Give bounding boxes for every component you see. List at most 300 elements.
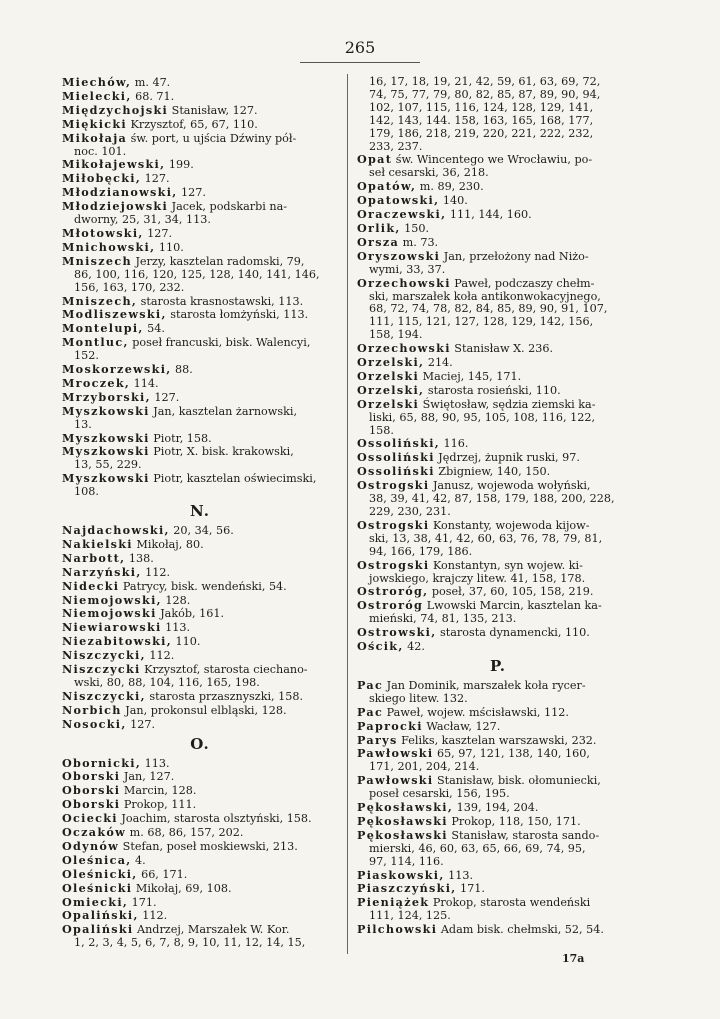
entry-details: Jan, kasztelan żarnowski, bbox=[149, 404, 298, 418]
entry-name: Nakielski bbox=[62, 536, 133, 551]
entry-details: starosta przasznyszki, 158. bbox=[145, 689, 304, 703]
index-entry-continuation: 13. bbox=[74, 417, 92, 431]
index-entry bbox=[357, 801, 639, 815]
index-entry bbox=[357, 479, 639, 493]
entry-details: 20, 34, 56. bbox=[169, 524, 234, 537]
index-entry bbox=[62, 566, 338, 580]
entry-name: Myszkowski bbox=[62, 430, 150, 445]
index-entry bbox=[62, 336, 338, 350]
entry-name: Młodzianowski, bbox=[62, 185, 178, 200]
entry-details: Piotr, X. bisk. krakowski, bbox=[149, 445, 294, 459]
entry-details: poseł, 37, 60, 105, 158, 219. bbox=[428, 585, 594, 599]
entry-details: 150. bbox=[400, 221, 430, 235]
entry-name: Opaliński, bbox=[62, 908, 139, 923]
index-entry bbox=[62, 757, 338, 771]
entry-name: Pękosławski bbox=[357, 827, 448, 842]
entry-name: Ostrogski bbox=[357, 557, 430, 572]
index-entry bbox=[62, 882, 338, 896]
entry-details: 110. bbox=[155, 240, 184, 254]
index-entry bbox=[62, 868, 338, 882]
page-number: 265 bbox=[344, 38, 376, 57]
index-entry bbox=[357, 398, 639, 412]
entry-details: 139, 194, 204. bbox=[453, 801, 539, 815]
index-entry bbox=[357, 208, 639, 222]
index-entry bbox=[62, 854, 338, 868]
entry-name: Niewiarowski bbox=[62, 620, 162, 635]
entry-details: św. Wincentego we Wrocławiu, po- bbox=[392, 153, 593, 167]
entry-details: poseł francuski, bisk. Walencyi, bbox=[128, 336, 311, 350]
entry-name: Niszczycki bbox=[62, 662, 141, 677]
entry-details: 113. bbox=[444, 868, 474, 882]
entry-details: Jakób, 161. bbox=[156, 607, 225, 621]
entry-details: Świętosław, sędzia ziemski ka- bbox=[419, 397, 596, 411]
index-entry-continuation: 179, 186, 218, 219, 220, 221, 222, 232, bbox=[369, 126, 594, 140]
entry-name: Niemojowski bbox=[62, 606, 157, 621]
entry-name: Ossoliński bbox=[357, 450, 435, 465]
entry-details: 112. bbox=[138, 909, 168, 923]
entry-name: Mielecki, bbox=[62, 88, 132, 103]
index-entry-continuation: liski, 65, 88, 90, 95, 105, 108, 116, 122, bbox=[369, 410, 596, 424]
index-entry-continuation: mieński, 74, 81, 135, 213. bbox=[369, 612, 517, 626]
printer-signature: 17a bbox=[562, 952, 585, 965]
entry-name: Oborski bbox=[62, 797, 121, 812]
entry-name: Odynów bbox=[62, 838, 120, 853]
entry-details: 111, 144, 160. bbox=[446, 208, 532, 222]
entry-details: Stefan, poseł moskiewski, 213. bbox=[119, 839, 298, 853]
index-entry bbox=[357, 559, 639, 573]
index-entry bbox=[357, 640, 639, 654]
index-entry bbox=[62, 227, 338, 241]
index-entry bbox=[62, 538, 338, 552]
index-entry bbox=[357, 626, 639, 640]
entry-details: 113. bbox=[161, 621, 191, 635]
index-entry bbox=[62, 295, 338, 309]
entry-name: Pac bbox=[357, 704, 384, 719]
entry-name: Piaskowski, bbox=[357, 867, 445, 882]
index-entry-continuation: 102, 107, 115, 116, 124, 128, 129, 141, bbox=[369, 100, 594, 114]
entry-details: św. port, u ujścia Dźwiny pół- bbox=[127, 131, 297, 145]
index-entry bbox=[62, 580, 338, 594]
index-entry bbox=[62, 322, 338, 336]
index-entry-continuation: 156, 163, 170, 232. bbox=[74, 280, 185, 294]
index-entry bbox=[357, 923, 639, 937]
entry-name: Opatów, bbox=[357, 179, 417, 194]
entry-name: Myszkowski bbox=[62, 444, 150, 459]
entry-details: Feliks, kasztelan warszawski, 232. bbox=[397, 733, 597, 747]
entry-name: Parys bbox=[357, 732, 398, 747]
entry-name: Najdachowski, bbox=[62, 523, 170, 537]
index-entry bbox=[62, 186, 338, 200]
entry-details: 171. bbox=[128, 895, 157, 909]
index-entry-continuation: noc. 101. bbox=[74, 144, 127, 158]
index-entry bbox=[62, 552, 338, 566]
entry-details: Paweł, podczaszy chełm- bbox=[450, 276, 595, 290]
entry-name: Piaszczyński, bbox=[357, 881, 457, 896]
entry-details: 112. bbox=[141, 565, 171, 579]
index-entry bbox=[357, 519, 639, 533]
index-entry-continuation: 111, 124, 125. bbox=[369, 909, 451, 923]
entry-details: m. 89, 230. bbox=[416, 180, 484, 194]
index-entry bbox=[357, 815, 639, 829]
entry-name: Orzechowski bbox=[357, 275, 451, 290]
index-entry-continuation: 158, 194. bbox=[369, 328, 423, 342]
entry-name: Ostrowski, bbox=[357, 625, 437, 640]
index-entry-continuation: 142, 143, 144. 158, 163, 165, 168, 177, bbox=[369, 113, 594, 127]
entry-name: Mrzyborski, bbox=[62, 389, 151, 404]
entry-details: 138. bbox=[125, 551, 154, 565]
entry-details: Stanisław, bisk. ołomuniecki, bbox=[433, 774, 601, 788]
entry-details: m. 47. bbox=[131, 76, 171, 89]
column-divider bbox=[347, 74, 348, 954]
index-entry bbox=[62, 812, 338, 826]
index-entry bbox=[62, 524, 338, 538]
entry-details: Jan Dominik, marszałek koła rycer- bbox=[383, 678, 586, 692]
entry-name: Pawłowski bbox=[357, 773, 434, 788]
index-entry bbox=[357, 706, 639, 720]
entry-details: Jan, 127. bbox=[120, 770, 175, 784]
entry-details: Piotr, 158. bbox=[149, 431, 212, 445]
entry-details: Jędrzej, żupnik ruski, 97. bbox=[434, 451, 580, 465]
index-column-left bbox=[62, 76, 338, 950]
index-entry-continuation: 158. bbox=[369, 423, 394, 437]
entry-name: Niszczycki, bbox=[62, 688, 146, 703]
index-entry bbox=[357, 222, 639, 236]
entry-details: 54. bbox=[143, 322, 165, 336]
entry-name: Oleśnicki bbox=[62, 880, 133, 895]
entry-details: Jan, przełożony nad Niżo- bbox=[440, 249, 589, 263]
entry-details: Prokop, 118, 150, 171. bbox=[447, 814, 581, 828]
index-entry bbox=[62, 594, 338, 608]
entry-details: Mikołaj, 69, 108. bbox=[132, 881, 232, 895]
index-entry bbox=[62, 432, 338, 446]
entry-name: Mniszech, bbox=[62, 293, 138, 308]
entry-name: Moskorzewski, bbox=[62, 362, 172, 377]
entry-details: Prokop, starosta wendeński bbox=[429, 896, 591, 910]
index-entry bbox=[62, 718, 338, 732]
entry-details: 65, 97, 121, 138, 140, 160, bbox=[433, 747, 590, 761]
index-entry-continuation: dworny, 25, 31, 34, 113. bbox=[74, 213, 211, 227]
entry-name: Miękicki bbox=[62, 116, 127, 131]
entry-name: Orzelski, bbox=[357, 355, 425, 370]
index-entry-continuation: 86, 100, 116, 120, 125, 128, 140, 141, 146, bbox=[74, 267, 320, 281]
index-entry bbox=[62, 308, 338, 322]
entry-name: Mroczek, bbox=[62, 375, 131, 390]
index-entry bbox=[62, 445, 338, 459]
index-entry bbox=[62, 90, 338, 104]
entry-name: Pękosławski bbox=[357, 813, 448, 828]
index-entry bbox=[62, 363, 338, 377]
index-entry bbox=[357, 342, 639, 356]
entry-name: Omiecki, bbox=[62, 894, 129, 909]
index-entry bbox=[62, 923, 338, 937]
entry-name: Narbott, bbox=[62, 550, 126, 565]
entry-details: Andrzej, Marszałek W. Kor. bbox=[133, 923, 290, 937]
entry-name: Ościk, bbox=[357, 639, 404, 654]
index-entry-continuation: mierski, 46, 60, 63, 65, 66, 69, 74, 95, bbox=[369, 841, 586, 855]
index-entry-continuation: seł cesarski, 36, 218. bbox=[369, 166, 489, 180]
index-entry bbox=[62, 76, 338, 90]
entry-details: Lwowski Marcin, kasztelan ka- bbox=[423, 599, 602, 613]
entry-details: 114. bbox=[130, 376, 159, 390]
entry-details: Wacław, 127. bbox=[422, 719, 501, 733]
index-entry bbox=[357, 451, 639, 465]
index-entry-continuation: 108. bbox=[74, 485, 99, 499]
entry-name: Pieniążek bbox=[357, 895, 430, 910]
entry-name: Opat bbox=[357, 152, 393, 167]
entry-details: 66, 171. bbox=[137, 867, 188, 881]
index-entry bbox=[357, 882, 639, 896]
entry-name: Mikołaja bbox=[62, 130, 128, 145]
index-entry-continuation: skiego litew. 132. bbox=[369, 691, 468, 705]
index-entry bbox=[62, 621, 338, 635]
index-entry-continuation: 233, 237. bbox=[369, 139, 423, 153]
entry-name: Montluc, bbox=[62, 335, 129, 350]
entry-details: Maciej, 145, 171. bbox=[419, 369, 522, 383]
index-entry-continuation: ski, 13, 38, 41, 42, 60, 63, 76, 78, 79, 81, bbox=[369, 531, 603, 545]
index-entry-continuation: 94, 166, 179, 186. bbox=[369, 544, 473, 558]
entry-name: Międzychojski bbox=[62, 102, 169, 117]
entry-details: Mikołaj, 80. bbox=[132, 537, 204, 551]
index-entry bbox=[62, 405, 338, 419]
entry-details: starosta rosieński, 110. bbox=[424, 383, 561, 397]
index-entry-continuation: wymi, 33, 37. bbox=[369, 262, 446, 276]
index-entry bbox=[357, 829, 639, 843]
entry-details: 127. bbox=[141, 172, 170, 186]
index-entry bbox=[62, 798, 338, 812]
index-entry-continuation: 152. bbox=[74, 349, 99, 363]
entry-details: Stanisław X. 236. bbox=[450, 342, 554, 356]
index-entry bbox=[62, 255, 338, 269]
entry-name: Młodziejowski bbox=[62, 199, 169, 214]
entry-name: Orzelski, bbox=[357, 382, 425, 397]
index-entry bbox=[357, 734, 639, 748]
index-entry bbox=[357, 679, 639, 693]
index-entry bbox=[357, 370, 639, 384]
index-entry bbox=[357, 277, 639, 291]
index-entry bbox=[62, 200, 338, 214]
entry-details: Prokop, 111. bbox=[120, 798, 197, 812]
entry-name: Opaliński bbox=[62, 922, 134, 937]
entry-name: Miechów, bbox=[62, 75, 132, 89]
entry-name: Obornicki, bbox=[62, 755, 142, 770]
entry-name: Orsza bbox=[357, 234, 400, 249]
entry-details: Konstanty, wojewoda kijow- bbox=[429, 518, 590, 532]
entry-details: Adam bisk. chełmski, 52, 54. bbox=[437, 923, 604, 937]
entry-name: Modliszewski, bbox=[62, 307, 167, 322]
entry-details: 127. bbox=[126, 717, 156, 731]
index-entry bbox=[357, 194, 639, 208]
entry-details: Paweł, wojew. mścisławski, 112. bbox=[383, 705, 569, 719]
entry-details: Jan, prokonsul elbląski, 128. bbox=[121, 703, 287, 717]
entry-details: Zbigniew, 140, 150. bbox=[434, 465, 551, 479]
index-entry bbox=[62, 377, 338, 391]
entry-name: Pac bbox=[357, 677, 384, 692]
entry-details: 68. 71. bbox=[131, 89, 175, 103]
entry-name: Narzyński, bbox=[62, 564, 142, 579]
entry-details: m. 68, 86, 157, 202. bbox=[126, 826, 244, 840]
index-entry-continuation: ski, marszałek koła antikonwokacyjnego, bbox=[369, 289, 601, 303]
section-letter: P. bbox=[489, 656, 507, 675]
index-entry bbox=[357, 599, 639, 613]
entry-name: Orzelski bbox=[357, 396, 420, 411]
index-entry bbox=[357, 720, 639, 734]
entry-name: Oczaków bbox=[62, 825, 127, 840]
entry-name: Ostroróg, bbox=[357, 584, 429, 599]
index-entry bbox=[357, 384, 639, 398]
index-entry bbox=[62, 158, 338, 172]
index-entry-continuation: poseł cesarski, 156, 195. bbox=[369, 787, 510, 801]
index-entry-continuation: wski, 80, 88, 104, 116, 165, 198. bbox=[74, 675, 260, 689]
entry-name: Norbich bbox=[62, 702, 122, 717]
entry-details: Konstantyn, syn wojew. ki- bbox=[429, 558, 583, 572]
entry-name: Nosocki, bbox=[62, 716, 127, 731]
entry-name: Opatowski, bbox=[357, 193, 440, 208]
entry-details: 110. bbox=[171, 635, 201, 649]
entry-details: 4. bbox=[131, 853, 146, 867]
index-entry-continuation: jowskiego, krajczy litew. 41, 158, 178. bbox=[369, 571, 586, 585]
entry-details: 171. bbox=[456, 882, 485, 896]
entry-name: Mnichowski, bbox=[62, 239, 156, 254]
index-entry bbox=[357, 437, 639, 451]
entry-details: Krzysztof, 65, 67, 110. bbox=[126, 117, 258, 131]
index-entry bbox=[62, 118, 338, 132]
index-entry bbox=[357, 774, 639, 788]
entry-details: 128. bbox=[161, 593, 191, 607]
entry-name: Oraczewski, bbox=[357, 207, 447, 222]
index-entry-continuation: 1, 2, 3, 4, 5, 6, 7, 8, 9, 10, 11, 12, 14, 15, bbox=[74, 936, 306, 950]
entry-details: Janusz, wojewoda wołyński, bbox=[429, 479, 591, 493]
index-entry-continuation: 68, 72, 74, 78, 82, 84, 85, 89, 90, 91, 107, bbox=[369, 302, 608, 316]
index-entry bbox=[62, 770, 338, 784]
entry-details: Jerzy, kasztelan radomski, 79, bbox=[131, 254, 305, 268]
index-column-right bbox=[357, 76, 639, 937]
entry-details: Joachim, starosta olsztyński, 158. bbox=[117, 812, 312, 826]
entry-details: 42. bbox=[403, 640, 425, 654]
entry-name: Oryszowski bbox=[357, 248, 441, 263]
entry-name: Ostrogski bbox=[357, 517, 430, 532]
entry-name: Ostroróg bbox=[357, 598, 424, 613]
index-entry bbox=[357, 896, 639, 910]
entry-name: Ossoliński bbox=[357, 464, 435, 479]
index-entry bbox=[357, 250, 639, 264]
index-entry bbox=[357, 153, 639, 167]
index-entry bbox=[62, 391, 338, 405]
index-entry-continuation: 13, 55, 229. bbox=[74, 458, 142, 472]
index-entry bbox=[62, 704, 338, 718]
entry-details: 113. bbox=[141, 756, 170, 770]
entry-name: Ossoliński, bbox=[357, 436, 440, 451]
index-entry bbox=[357, 236, 639, 250]
index-entry bbox=[62, 104, 338, 118]
entry-name: Ostrogski bbox=[357, 478, 430, 493]
entry-name: Orlik, bbox=[357, 220, 401, 235]
entry-name: Myszkowski bbox=[62, 471, 150, 486]
section-letter: O. bbox=[190, 734, 210, 753]
entry-name: Paprocki bbox=[357, 718, 423, 733]
entry-name: Myszkowski bbox=[62, 403, 150, 418]
entry-details: Patrycy, bisk. wendeński, 54. bbox=[119, 579, 287, 593]
index-entry bbox=[62, 241, 338, 255]
index-entry-continuation: 38, 39, 41, 42, 87, 158, 179, 188, 200, 228, bbox=[369, 492, 615, 506]
entry-details: starosta dynamencki, 110. bbox=[436, 626, 590, 640]
entry-details: 127. bbox=[150, 390, 180, 404]
entry-name: Nidecki bbox=[62, 578, 120, 593]
entry-details: Stanisław, starosta sando- bbox=[447, 828, 600, 842]
index-entry bbox=[62, 472, 338, 486]
entry-details: 112. bbox=[145, 649, 175, 663]
entry-details: starosta krasnostawski, 113. bbox=[137, 294, 304, 308]
index-entry bbox=[62, 690, 338, 704]
entry-name: Niemojowski, bbox=[62, 592, 162, 607]
entry-details: Stanisław, 127. bbox=[168, 103, 258, 117]
entry-name: Oleśnicki, bbox=[62, 866, 138, 881]
entry-name: Ociecki bbox=[62, 811, 118, 826]
entry-name: Miłobęcki, bbox=[62, 171, 142, 186]
index-entry-continuation: 97, 114, 116. bbox=[369, 854, 444, 868]
index-entry-continuation: 171, 201, 204, 214. bbox=[369, 760, 480, 774]
entry-details: 127. bbox=[143, 226, 173, 240]
entry-name: Orzelski bbox=[357, 368, 420, 383]
entry-details: 199. bbox=[165, 158, 194, 172]
header-rule bbox=[300, 62, 420, 63]
entry-details: Krzysztof, starosta ciechano- bbox=[140, 663, 308, 677]
entry-name: Pawłowski bbox=[357, 746, 434, 761]
index-entry bbox=[357, 585, 639, 599]
index-entry bbox=[357, 747, 639, 761]
index-entry bbox=[62, 896, 338, 910]
index-entry bbox=[62, 826, 338, 840]
entry-details: 127. bbox=[177, 186, 206, 200]
index-entry-continuation: 74, 75, 77, 79, 80, 82, 85, 87, 89, 90, 94, bbox=[369, 87, 601, 101]
entry-details: Jacek, podskarbi na- bbox=[168, 200, 288, 214]
entry-details: Piotr, kasztelan oświecimski, bbox=[149, 472, 317, 486]
index-entry bbox=[62, 840, 338, 854]
index-entry bbox=[62, 784, 338, 798]
entry-name: Niszczycki, bbox=[62, 648, 146, 663]
entry-name: Montelupi, bbox=[62, 321, 144, 336]
entry-details: 88. bbox=[171, 363, 193, 377]
index-entry bbox=[357, 356, 639, 370]
entry-details: Marcin, 128. bbox=[120, 784, 197, 798]
entry-name: Pilchowski bbox=[357, 922, 438, 937]
entry-name: Orzechowski bbox=[357, 341, 451, 356]
entry-name: Mniszech bbox=[62, 253, 132, 268]
index-entry-continuation: 16, 17, 18, 19, 21, 42, 59, 61, 63, 69, 72, bbox=[369, 75, 601, 88]
index-entry bbox=[62, 132, 338, 146]
entry-name: Młotowski, bbox=[62, 225, 144, 240]
entry-details: 140. bbox=[439, 194, 468, 208]
entry-name: Pękosławski, bbox=[357, 800, 454, 815]
entry-details: 214. bbox=[424, 356, 453, 370]
entry-details: starosta łomżyński, 113. bbox=[166, 308, 309, 322]
index-entry-continuation: 111, 115, 121, 127, 128, 129, 142, 156, bbox=[369, 315, 594, 329]
index-entry bbox=[62, 635, 338, 649]
index-entry bbox=[357, 869, 639, 883]
section-letter: N. bbox=[190, 502, 210, 521]
entry-name: Oleśnica, bbox=[62, 852, 132, 867]
entry-name: Niezabitowski, bbox=[62, 634, 172, 649]
entry-details: m. 73. bbox=[399, 235, 439, 249]
index-entry bbox=[62, 172, 338, 186]
index-entry-continuation: 229, 230, 231. bbox=[369, 505, 451, 518]
index-entry bbox=[357, 180, 639, 194]
index-entry bbox=[62, 909, 338, 923]
entry-name: Oborski bbox=[62, 783, 121, 798]
index-entry bbox=[62, 607, 338, 621]
index-entry bbox=[357, 465, 639, 479]
index-entry bbox=[62, 649, 338, 663]
entry-name: Oborski bbox=[62, 769, 121, 784]
